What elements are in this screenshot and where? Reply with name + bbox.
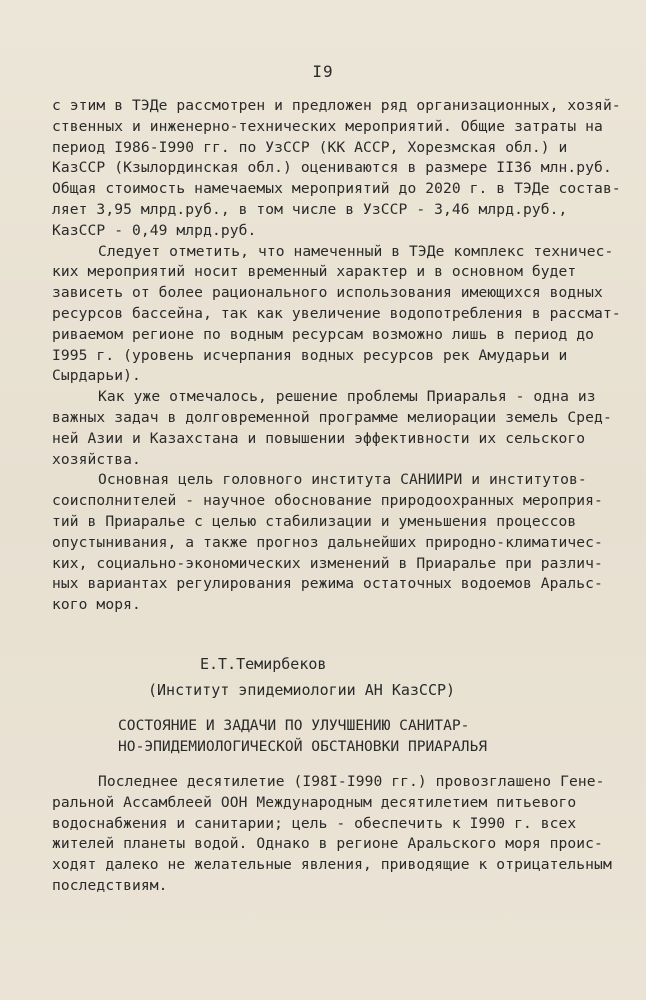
text-line: Следует отметить, что намеченный в ТЭДе комплекс техничес-	[98, 242, 614, 260]
title-line: НО-ЭПИДЕМИОЛОГИЧЕСКОЙ ОБСТАНОВКИ ПРИАРАЛЬЯ	[118, 738, 488, 755]
text-line: ходят далеко не желательные явления, приводящие к отрицательным	[52, 856, 612, 874]
text-line: ных вариантах регулирования режима остаточных водоемов Аральс-	[52, 575, 603, 593]
text-line: ральной Ассамблеей ООН Международным десятилетием питьевого	[52, 793, 577, 811]
text-line: КазССР (Кзылординская обл.) оцениваются в размере II36 млн.руб.	[52, 159, 612, 177]
text-line: кого моря.	[52, 596, 141, 614]
paragraph-1	[52, 96, 621, 242]
text-line: с этим в ТЭДе рассмотрен и предложен ряд организационных, хозяй-	[52, 97, 621, 114]
text-line: Общая стоимость намечаемых мероприятий до 2020 г. в ТЭДе состав-	[52, 180, 621, 198]
paragraph-4	[52, 470, 603, 616]
text-line: Основная цель головного института САНИИРИ и институтов-	[98, 471, 587, 489]
text-line: важных задач в долговременной программе мелиорации земель Сред-	[52, 408, 612, 426]
text-line: риваемом регионе по водным ресурсам возможно лишь в период до	[52, 325, 595, 343]
text-line: ляет 3,95 млрд.руб., в том числе в УзССР - 3,46 млрд.руб.,	[52, 200, 568, 218]
text-line: последствиям.	[52, 876, 168, 894]
text-line: зависеть от более рационального использования имеющихся водных	[52, 284, 603, 302]
text-line: I995 г. (уровень исчерпания водных ресурсов рек Амударьи и	[52, 346, 568, 364]
text-line: тий в Приаралье с целью стабилизации и уменьшения процессов	[52, 512, 577, 530]
text-line: период I986-I990 гг. по УзССР (КК АССР, Хорезмская обл.) и	[52, 138, 568, 156]
article-body	[52, 772, 612, 897]
text-line: ких мероприятий носит временный характер и в основном будет	[52, 263, 577, 281]
body-text	[52, 96, 621, 616]
paragraph-2	[52, 242, 621, 388]
title-line: СОСТОЯНИЕ И ЗАДАЧИ ПО УЛУЧШЕНИЮ САНИТАР-	[118, 717, 470, 734]
text-line: водоснабжения и санитарии; цель - обеспечить к I990 г. всех	[52, 814, 577, 832]
text-line: опустынивания, а также прогноз дальнейших природно-климатичес-	[52, 533, 603, 551]
page-number: I9	[312, 62, 334, 81]
text-line: Последнее десятилетие (I98I-I990 гг.) провозглашено Гене-	[98, 773, 605, 790]
text-line: ких, социально-экономических изменений в Приаралье при различ-	[52, 554, 603, 572]
article-title	[118, 715, 487, 757]
author-institute: (Институт эпидемиологии АН КазССР)	[148, 681, 456, 699]
text-line: КазССР - 0,49 млрд.руб.	[52, 221, 257, 239]
text-line: соисполнителей - научное обоснование природоохранных мероприя-	[52, 492, 603, 510]
paragraph-3	[52, 387, 612, 470]
text-line: Сырдарьи).	[52, 367, 141, 385]
text-line: Как уже отмечалось, решение проблемы Приаралья - одна из	[98, 388, 596, 406]
author-name: Е.Т.Темирбеков	[200, 655, 327, 673]
text-line: ственных и инженерно-технических мероприятий. Общие затраты на	[52, 117, 603, 135]
text-line: хозяйства.	[52, 450, 141, 468]
text-line: ресурсов бассейна, так как увеличение водопотребления в рассмат-	[52, 304, 621, 322]
text-line: жителей планеты водой. Однако в регионе Аральского моря проис-	[52, 835, 603, 853]
text-line: ней Азии и Казахстана и повышении эффективности их сельского	[52, 429, 586, 447]
